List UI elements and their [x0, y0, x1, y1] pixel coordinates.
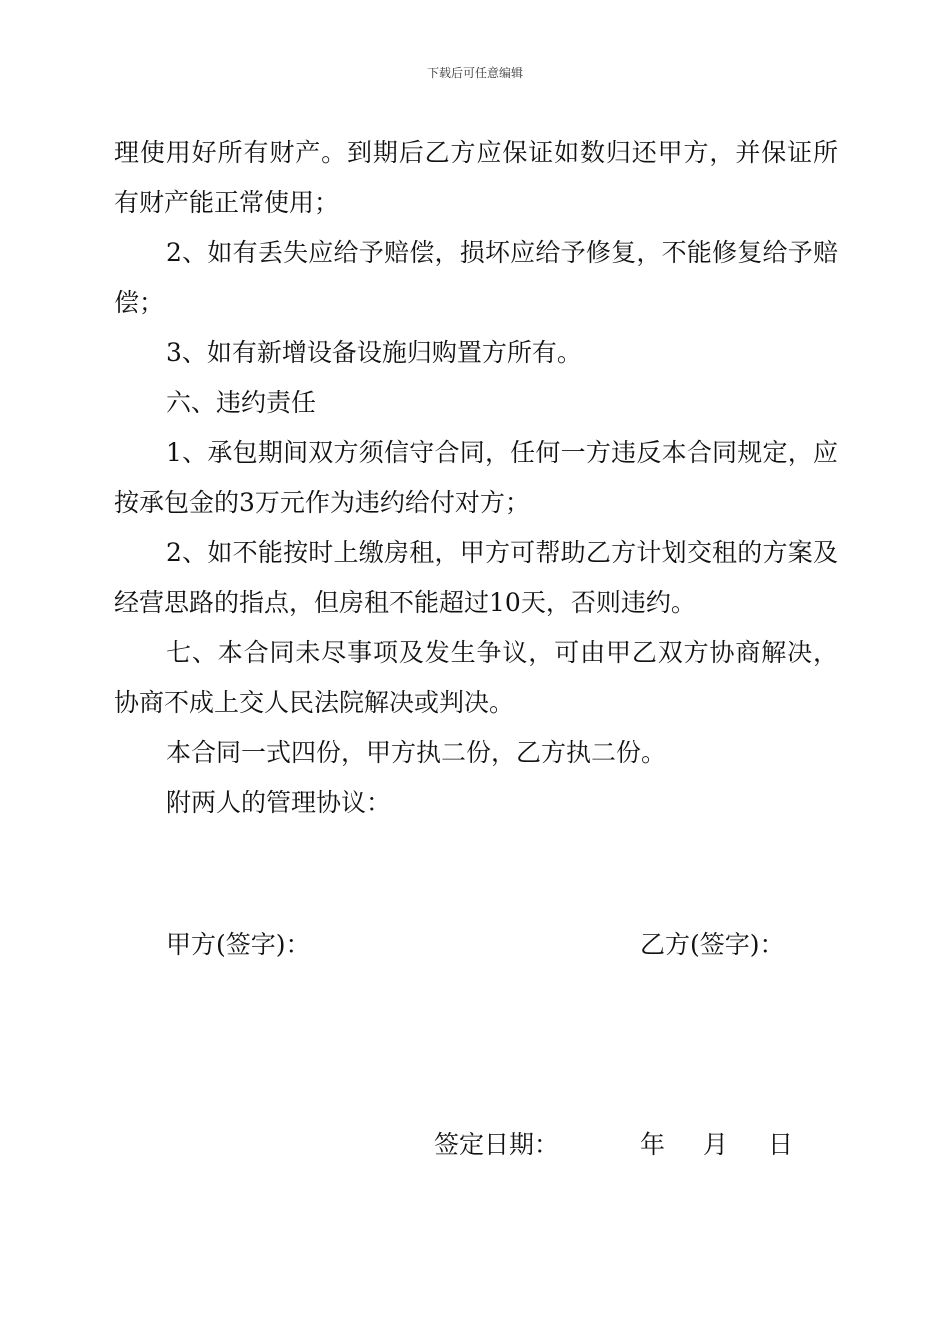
paragraph-new-equipment: 3、如有新增设备设施归购置方所有。 [166, 338, 582, 367]
paragraph-property-return: 理使用好所有财产。到期后乙方应保证如数归还甲方，并保证所有财产能正常使用； [114, 138, 838, 217]
date-month-label: 月 [703, 1130, 729, 1159]
signing-date-row [0, 1120, 950, 1170]
section-heading-breach: 六、违约责任 [166, 388, 317, 417]
page-header-note: 下载后可任意编辑 [426, 66, 523, 80]
paragraph-copies: 本合同一式四份，甲方执二份，乙方执二份。 [166, 738, 667, 767]
paragraph-disputes: 七、本合同未尽事项及发生争议，可由甲乙双方协商解决，协商不成上交人民法院解决或判决。 [114, 638, 838, 717]
party-b-signature-label: 乙方(签字)： [640, 930, 785, 959]
signing-date-label: 签定日期： [434, 1130, 560, 1159]
paragraph-attachment: 附两人的管理协议： [166, 788, 392, 817]
date-year-label: 年 [640, 1130, 666, 1159]
paragraph-compensation: 2、如有丢失应给予赔偿，损坏应给予修复，不能修复给予赔偿； [114, 238, 838, 317]
paragraph-rent-payment: 2、如不能按时上缴房租，甲方可帮助乙方计划交租的方案及经营思路的指点，但房租不能超过10天，否则违约。 [114, 538, 838, 617]
party-a-signature-label: 甲方(签字)： [166, 930, 311, 959]
date-day-label: 日 [768, 1130, 794, 1159]
paragraph-breach-penalty: 1、承包期间双方须信守合同，任何一方违反本合同规定，应按承包金的3万元作为违约给付对方； [114, 438, 838, 517]
contract-body [114, 128, 838, 828]
